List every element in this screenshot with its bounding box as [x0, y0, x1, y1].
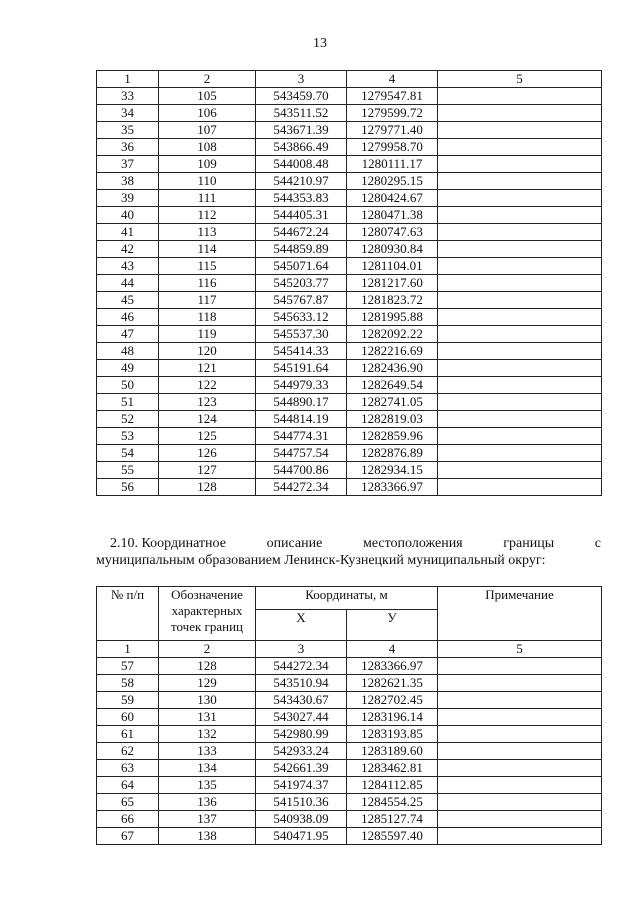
table-cell: 3 [256, 71, 347, 88]
table-row [97, 726, 602, 743]
heading-word: с [594, 536, 601, 551]
table-cell [438, 828, 602, 845]
table-cell: 1282859.96 [347, 428, 438, 445]
heading-word: 2.10. Координатное [110, 536, 226, 551]
table-cell: 1283366.97 [347, 658, 438, 675]
table-cell [438, 394, 602, 411]
table-cell [438, 241, 602, 258]
table-cell: 1282819.03 [347, 411, 438, 428]
table-cell: 56 [97, 479, 159, 496]
table-cell: 540938.09 [256, 811, 347, 828]
table-cell: 1281995.88 [347, 309, 438, 326]
table-row [97, 377, 602, 394]
table-cell [438, 726, 602, 743]
table-cell: 545633.12 [256, 309, 347, 326]
table-cell: 128 [159, 479, 256, 496]
table-cell: 1281104.01 [347, 258, 438, 275]
table-cell [438, 794, 602, 811]
table-cell: 544700.86 [256, 462, 347, 479]
header-x: Х [256, 610, 347, 641]
table-cell: 50 [97, 377, 159, 394]
table-cell: 124 [159, 411, 256, 428]
table-row [97, 207, 602, 224]
table-cell: 46 [97, 309, 159, 326]
table-cell: 3 [256, 641, 347, 658]
table-cell: 118 [159, 309, 256, 326]
table-header [97, 587, 602, 641]
table-cell: 1280747.63 [347, 224, 438, 241]
heading-word: описание [266, 536, 323, 551]
table-row [97, 309, 602, 326]
table-cell: 545203.77 [256, 275, 347, 292]
table-cell: 544757.54 [256, 445, 347, 462]
table-row [97, 811, 602, 828]
table-cell: 109 [159, 156, 256, 173]
table-cell [438, 411, 602, 428]
table-cell [438, 675, 602, 692]
page-number: 13 [313, 36, 327, 51]
table-cell: 544353.83 [256, 190, 347, 207]
table-cell: 113 [159, 224, 256, 241]
table-cell: 49 [97, 360, 159, 377]
header-y: У [347, 610, 438, 641]
table-cell: 543866.49 [256, 139, 347, 156]
table-cell: 34 [97, 105, 159, 122]
table-cell: 107 [159, 122, 256, 139]
table-row [97, 88, 602, 105]
table-cell [438, 139, 602, 156]
table-cell: 47 [97, 326, 159, 343]
table-cell: 131 [159, 709, 256, 726]
table-cell: 108 [159, 139, 256, 156]
table-cell: 138 [159, 828, 256, 845]
column-numbering-row [97, 641, 602, 658]
table-cell: 1283193.85 [347, 726, 438, 743]
table-cell: 59 [97, 692, 159, 709]
table-cell: 544814.19 [256, 411, 347, 428]
table-cell [438, 811, 602, 828]
table-cell: 1282876.89 [347, 445, 438, 462]
table-cell: 1283366.97 [347, 479, 438, 496]
table-cell: 1283462.81 [347, 760, 438, 777]
table-cell: 1283189.60 [347, 743, 438, 760]
table-cell: 1282621.35 [347, 675, 438, 692]
table-cell: 52 [97, 411, 159, 428]
table-cell: 112 [159, 207, 256, 224]
table-cell [438, 428, 602, 445]
table-cell: 1283196.14 [347, 709, 438, 726]
table-cell: 543430.67 [256, 692, 347, 709]
table-cell: 1282216.69 [347, 343, 438, 360]
table-row [97, 479, 602, 496]
table-cell: 119 [159, 326, 256, 343]
table-cell: 1279958.70 [347, 139, 438, 156]
table-cell: 1281217.60 [347, 275, 438, 292]
table-cell: 57 [97, 658, 159, 675]
table-cell: 44 [97, 275, 159, 292]
header-point-designation: Обозначение характерных точек границ [159, 587, 256, 641]
table-cell [438, 658, 602, 675]
table-cell [438, 292, 602, 309]
table-cell: 543511.52 [256, 105, 347, 122]
table-cell [438, 207, 602, 224]
table-row [97, 173, 602, 190]
table-cell: 48 [97, 343, 159, 360]
table-cell: 545191.64 [256, 360, 347, 377]
coordinates-table-body [97, 71, 602, 496]
table-cell: 126 [159, 445, 256, 462]
table-cell: 105 [159, 88, 256, 105]
table-cell: 123 [159, 394, 256, 411]
table-cell: 543510.94 [256, 675, 347, 692]
table-row [97, 258, 602, 275]
table-cell: 544272.34 [256, 658, 347, 675]
table-cell: 2 [159, 71, 256, 88]
table-cell: 127 [159, 462, 256, 479]
table-row [97, 828, 602, 845]
table-cell: 1279771.40 [347, 122, 438, 139]
table-cell: 545767.87 [256, 292, 347, 309]
table-cell [438, 479, 602, 496]
table-cell: 1280111.17 [347, 156, 438, 173]
column-numbering-row [97, 71, 602, 88]
table-cell [438, 743, 602, 760]
table-cell: 545537.30 [256, 326, 347, 343]
table-cell: 1281823.72 [347, 292, 438, 309]
table-cell [438, 122, 602, 139]
table-cell: 106 [159, 105, 256, 122]
table-row [97, 445, 602, 462]
table-cell: 45 [97, 292, 159, 309]
table-cell: 122 [159, 377, 256, 394]
table-row [97, 190, 602, 207]
table-cell: 61 [97, 726, 159, 743]
table-cell: 110 [159, 173, 256, 190]
table-row [97, 760, 602, 777]
table-cell: 1282934.15 [347, 462, 438, 479]
table-cell: 543671.39 [256, 122, 347, 139]
table-cell: 5 [438, 641, 602, 658]
table-cell: 1279599.72 [347, 105, 438, 122]
table-cell: 2 [159, 641, 256, 658]
table-cell [438, 275, 602, 292]
table-cell [438, 343, 602, 360]
table-cell: 1282702.45 [347, 692, 438, 709]
boundary-coordinates-table [96, 586, 602, 845]
table-row [97, 428, 602, 445]
table-cell: 36 [97, 139, 159, 156]
table-cell: 543459.70 [256, 88, 347, 105]
table-cell: 544405.31 [256, 207, 347, 224]
table-cell [438, 777, 602, 794]
table-cell: 1 [97, 641, 159, 658]
table-cell: 544890.17 [256, 394, 347, 411]
table-row [97, 675, 602, 692]
table-row [97, 794, 602, 811]
table-cell: 38 [97, 173, 159, 190]
table-cell: 1284554.25 [347, 794, 438, 811]
table-cell [438, 173, 602, 190]
heading-word: границы [503, 536, 555, 551]
table-row [97, 343, 602, 360]
table-cell: 125 [159, 428, 256, 445]
table-cell: 63 [97, 760, 159, 777]
table-cell: 54 [97, 445, 159, 462]
table-cell: 60 [97, 709, 159, 726]
table-cell: 542933.24 [256, 743, 347, 760]
table-cell: 133 [159, 743, 256, 760]
table-cell: 545414.33 [256, 343, 347, 360]
table-cell: 129 [159, 675, 256, 692]
section-heading-line1 [96, 535, 601, 552]
table-cell [438, 360, 602, 377]
table-cell: 33 [97, 88, 159, 105]
header-coordinates: Координаты, м [256, 587, 438, 610]
table-cell [438, 692, 602, 709]
table-cell: 55 [97, 462, 159, 479]
table-row [97, 777, 602, 794]
table-row [97, 743, 602, 760]
table-cell: 128 [159, 658, 256, 675]
table-cell: 1282649.54 [347, 377, 438, 394]
table-cell: 43 [97, 258, 159, 275]
table-cell: 1282741.05 [347, 394, 438, 411]
table-cell: 541510.36 [256, 794, 347, 811]
table-cell: 115 [159, 258, 256, 275]
table-cell: 544210.97 [256, 173, 347, 190]
table-cell: 120 [159, 343, 256, 360]
table-row [97, 292, 602, 309]
table-cell: 135 [159, 777, 256, 794]
table-cell: 1285597.40 [347, 828, 438, 845]
table-cell: 1285127.74 [347, 811, 438, 828]
table-cell [438, 88, 602, 105]
table-cell: 545071.64 [256, 258, 347, 275]
table-cell [438, 377, 602, 394]
table-cell: 117 [159, 292, 256, 309]
table-cell: 542980.99 [256, 726, 347, 743]
header-point-number: № п/п [97, 587, 159, 641]
table-cell [438, 760, 602, 777]
table-cell: 5 [438, 71, 602, 88]
table-cell: 540471.95 [256, 828, 347, 845]
table-cell: 1279547.81 [347, 88, 438, 105]
table-cell: 134 [159, 760, 256, 777]
table-cell: 1282092.22 [347, 326, 438, 343]
heading-word: местоположения [362, 536, 463, 551]
table-cell: 65 [97, 794, 159, 811]
table-cell: 4 [347, 71, 438, 88]
table-cell: 136 [159, 794, 256, 811]
header-note: Примечание [438, 587, 602, 641]
table-cell: 42 [97, 241, 159, 258]
table-cell: 542661.39 [256, 760, 347, 777]
table-cell: 58 [97, 675, 159, 692]
boundary-table-body [97, 641, 602, 845]
table-cell [438, 190, 602, 207]
table-cell: 53 [97, 428, 159, 445]
table-row [97, 122, 602, 139]
table-row [97, 360, 602, 377]
table-cell: 62 [97, 743, 159, 760]
table-cell: 4 [347, 641, 438, 658]
table-cell [438, 105, 602, 122]
table-cell: 544859.89 [256, 241, 347, 258]
table-cell: 137 [159, 811, 256, 828]
table-cell: 111 [159, 190, 256, 207]
table-row [97, 692, 602, 709]
table-cell: 67 [97, 828, 159, 845]
table-cell: 132 [159, 726, 256, 743]
table-cell: 1 [97, 71, 159, 88]
table-cell: 130 [159, 692, 256, 709]
table-row [97, 326, 602, 343]
coordinates-table-continued [96, 70, 602, 496]
table-cell: 544979.33 [256, 377, 347, 394]
table-row [97, 241, 602, 258]
table-cell: 35 [97, 122, 159, 139]
table-row [97, 105, 602, 122]
table-cell: 544774.31 [256, 428, 347, 445]
table-cell: 541974.37 [256, 777, 347, 794]
table-cell [438, 156, 602, 173]
table-cell: 544008.48 [256, 156, 347, 173]
table-row [97, 139, 602, 156]
table-row [97, 156, 602, 173]
table-cell [438, 309, 602, 326]
section-heading-line2: муниципальным образованием Ленинск-Кузнецкий муниципальный округ: [96, 553, 546, 568]
table-row [97, 658, 602, 675]
table-cell: 544272.34 [256, 479, 347, 496]
table-cell: 1282436.90 [347, 360, 438, 377]
table-cell: 543027.44 [256, 709, 347, 726]
table-cell [438, 258, 602, 275]
table-cell: 544672.24 [256, 224, 347, 241]
table-row [97, 462, 602, 479]
table-row [97, 394, 602, 411]
table-cell: 114 [159, 241, 256, 258]
table-cell: 39 [97, 190, 159, 207]
table-cell: 51 [97, 394, 159, 411]
table-cell: 1284112.85 [347, 777, 438, 794]
table-row [97, 224, 602, 241]
table-cell [438, 709, 602, 726]
table-row [97, 275, 602, 292]
table-cell: 121 [159, 360, 256, 377]
table-cell [438, 462, 602, 479]
section-heading [96, 535, 601, 569]
table-cell: 64 [97, 777, 159, 794]
table-cell: 41 [97, 224, 159, 241]
table-cell: 1280424.67 [347, 190, 438, 207]
table-cell: 1280295.15 [347, 173, 438, 190]
table-row [97, 411, 602, 428]
table-cell [438, 326, 602, 343]
table-cell: 40 [97, 207, 159, 224]
table-cell: 1280930.84 [347, 241, 438, 258]
table-cell: 37 [97, 156, 159, 173]
table-cell [438, 224, 602, 241]
table-cell: 116 [159, 275, 256, 292]
table-row [97, 709, 602, 726]
table-cell [438, 445, 602, 462]
table-cell: 66 [97, 811, 159, 828]
table-cell: 1280471.38 [347, 207, 438, 224]
